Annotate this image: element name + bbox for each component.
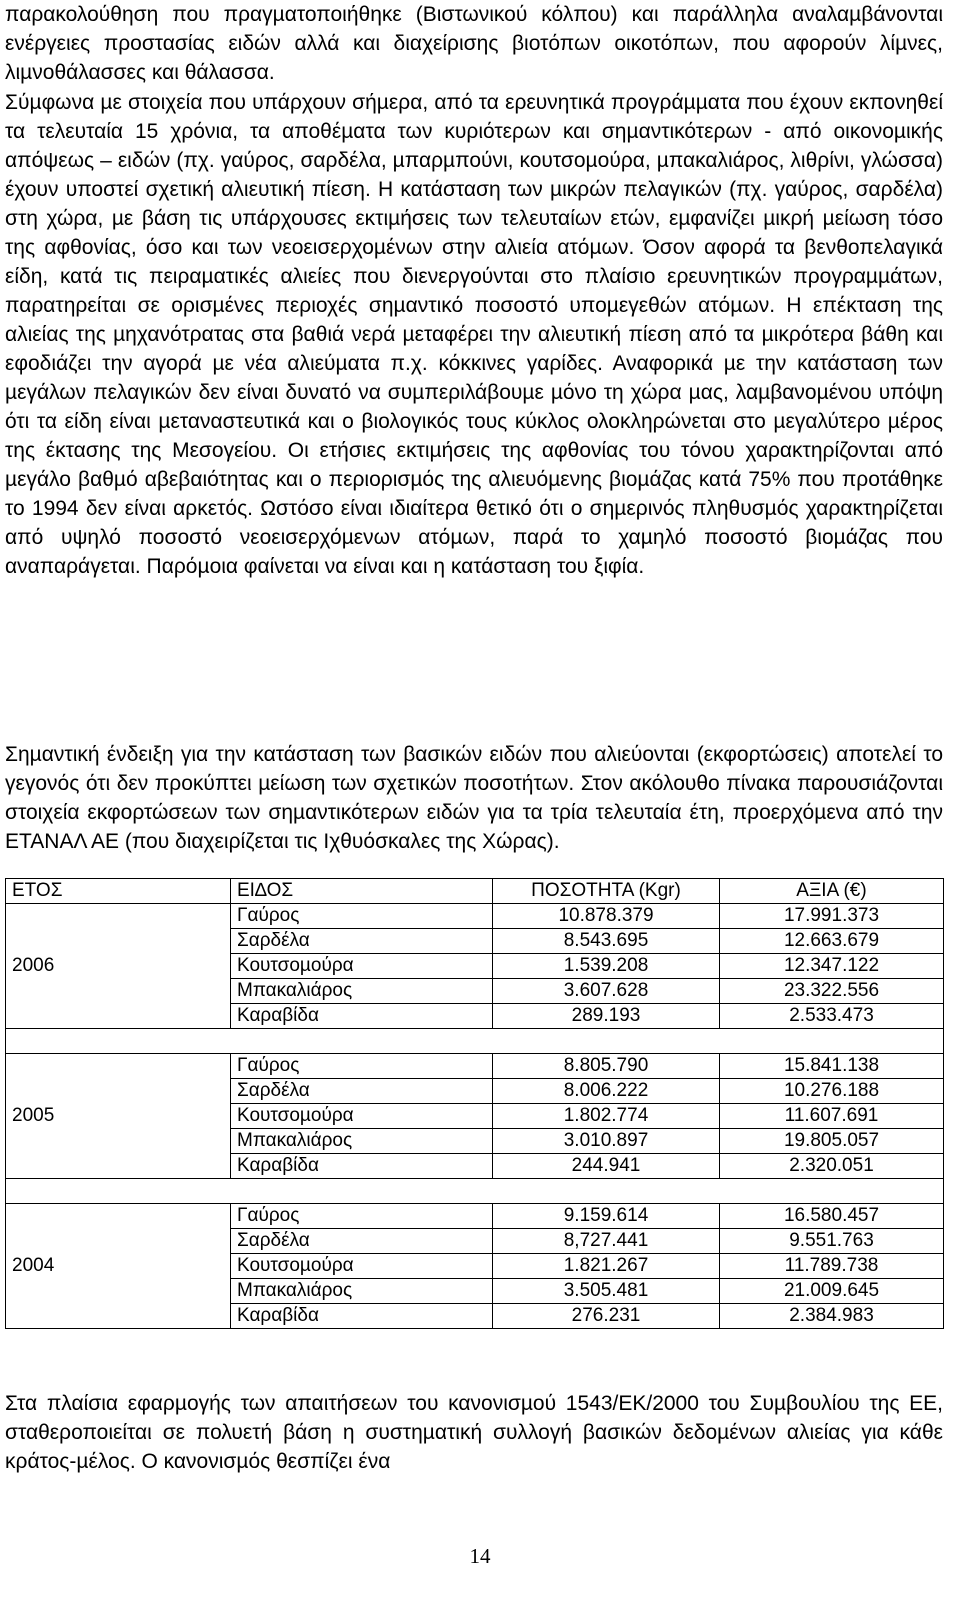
value-cell: 23.322.556 [720,979,944,1004]
table-spacer-row [6,1029,944,1054]
value-cell: 2.533.473 [720,1004,944,1029]
paragraph-landings: Σηµαντική ένδειξη για την κατάσταση των βασικών ειδών που αλιεύονται (εκφορτώσεις) αποτελεί το γεγονός ότι δεν προκύπτει µείωση των σχετικών ποσοτήτων. Στον ακόλουθο πίνακα παρουσιάζονται στοιχεία εκφορτώσεων των σηµαντικότερων ειδών για τα τρία τελευταία έτη, προερχόµενα από την ΕΤΑΝΑΛ ΑΕ (που διαχειρίζεται τις Ιχθυόσκαλες της Χώρας). [5,743,943,853]
value-cell: 15.841.138 [720,1054,944,1079]
quantity-cell: 1.821.267 [493,1254,720,1279]
value-cell: 9.551.763 [720,1229,944,1254]
species-cell: Σαρδέλα [231,929,493,954]
value-cell: 2.384.983 [720,1304,944,1329]
value-cell: 21.009.645 [720,1279,944,1304]
table-row [6,1054,944,1079]
species-cell: Σαρδέλα [231,1229,493,1254]
quantity-cell: 276.231 [493,1304,720,1329]
species-cell: Γαύρος [231,1054,493,1079]
species-cell: Γαύρος [231,904,493,929]
year-cell: 2006 [6,904,231,1029]
value-cell: 19.805.057 [720,1129,944,1154]
value-cell: 11.789.738 [720,1254,944,1279]
paragraph-intro: παρακολούθηση που πραγµατοποιήθηκε (Βιστωνικού κόλπου) και παράλληλα αναλαµβάνονται ενέργειες προστασίας ειδών αλλά και διαχείρισης βιοτόπων οικοτόπων, που αφορούν λίµνες, λιµνοθάλασσες και θάλασσα. [5,3,943,84]
species-cell: Καραβίδα [231,1304,493,1329]
year-cell: 2004 [6,1204,231,1329]
value-cell: 16.580.457 [720,1204,944,1229]
quantity-cell: 289.193 [493,1004,720,1029]
quantity-cell: 244.941 [493,1154,720,1179]
header-value: ΑΞΙΑ (€) [720,879,944,904]
quantity-cell: 1.539.208 [493,954,720,979]
table-spacer-row [6,1179,944,1204]
paragraph-regulation: Στα πλαίσια εφαρµογής των απαιτήσεων του κανονισµού 1543/ΕΚ/2000 του Συµβουλίου της ΕΕ, σταθεροποιείται σε πολυετή βάση η συστηµατική συλλογή βασικών δεδοµένων αλιείας για κάθε κράτος-µέλος. Ο κανονισµός θεσπίζει ένα [5,1392,943,1473]
value-cell: 12.347.122 [720,954,944,979]
species-cell: Μπακαλιάρος [231,1279,493,1304]
quantity-cell: 8,727.441 [493,1229,720,1254]
table-row [6,1204,944,1229]
value-cell: 2.320.051 [720,1154,944,1179]
value-cell: 11.607.691 [720,1104,944,1129]
quantity-cell: 8.006.222 [493,1079,720,1104]
value-cell: 12.663.679 [720,929,944,954]
quantity-cell: 3.505.481 [493,1279,720,1304]
year-cell: 2005 [6,1054,231,1179]
quantity-cell: 1.802.774 [493,1104,720,1129]
species-cell: Κουτσοµούρα [231,954,493,979]
species-cell: Σαρδέλα [231,1079,493,1104]
value-cell: 10.276.188 [720,1079,944,1104]
table-row [6,904,944,929]
species-cell: Καραβίδα [231,1154,493,1179]
quantity-cell: 8.543.695 [493,929,720,954]
landings-table [5,878,944,1329]
header-quantity: ΠΟΣΟΤΗΤΑ (Kgr) [493,879,720,904]
page-number: 14 [469,1544,491,1568]
species-cell: Γαύρος [231,1204,493,1229]
quantity-cell: 3.607.628 [493,979,720,1004]
species-cell: Κουτσοµούρα [231,1254,493,1279]
value-cell: 17.991.373 [720,904,944,929]
species-cell: Κουτσοµούρα [231,1104,493,1129]
table-header-row [6,879,944,904]
header-species: ΕΙ∆ΟΣ [231,879,493,904]
quantity-cell: 8.805.790 [493,1054,720,1079]
species-cell: Μπακαλιάρος [231,1129,493,1154]
quantity-cell: 3.010.897 [493,1129,720,1154]
species-cell: Καραβίδα [231,1004,493,1029]
header-year: ΕΤΟΣ [6,879,231,904]
quantity-cell: 9.159.614 [493,1204,720,1229]
quantity-cell: 10.878.379 [493,904,720,929]
paragraph-fish-stocks: Σύµφωνα µε στοιχεία που υπάρχουν σήµερα, από τα ερευνητικά προγράµµατα που έχουν εκπονηθεί τα τελευταία 15 χρόνια, τα αποθέµατα των κυριότερων και σηµαντικότερων - από οικονοµικής απόψεως – ειδών (πχ. γαύρος, σαρδέλα, µπαρµπούνι, κουτσοµούρα, µπακαλιάρος, λιθρίνι, γλώσσα) έχουν υποστεί σχετική αλιευτική πίεση. Η κατάσταση των µικρών πελαγικών (πχ. γαύρος, σαρδέλα) στη χώρα, µε βάση τις υπάρχουσες εκτιµήσεις των τελευταίων ετών, εµφανίζει µικρή µείωση τόσο της αφθονίας, όσο και των νεοεισερχοµένων στην αλιεία ατόµων. Όσον αφορά τα βενθοπελαγικά είδη, κατά τις πειραµατικές αλιείες που διενεργούνται στο πλαίσιο ερευνητικών προγραµµάτων, παρατηρείται σε ορισµένες περιοχές σηµαντικό ποσοστό υποµεγεθών ατόµων. Η επέκταση της αλιείας της µηχανότρατας στα βαθιά νερά µεταφέρει την αλιευτική πίεση από τα µικρότερα βάθη και εφοδιάζει την αγορά µε νέα αλιεύµατα π.χ. κόκκινες γαρίδες. Αναφορικά µε την κατάσταση των µεγάλων πελαγικών δεν είναι δυνατό να συµπεριλάβουµε µόνο τη χώρα µας, λαµβανοµένου υπόψη ότι τα είδη είναι µεταναστευτικά και ο βιολογικός τους κύκλος ολοκληρώνεται στο µεγαλύτερο µέρος της έκτασης της Μεσογείου. Οι ετήσιες εκτιµήσεις της αφθονίας του τόνου χαρακτηρίζονται από µεγάλο βαθµό αβεβαιότητας και ο περιορισµός της αλιευόµενης βιοµάζας κατά 75% που προτάθηκε το 1994 δεν είναι αρκετός. Ωστόσο είναι ιδιαίτερα θετικό ότι ο σηµερινός πληθυσµός χαρακτηρίζεται από υψηλό ποσοστό νεοεισερχόµενων ατόµων, παρά το χαµηλό ποσοστό βιοµάζας που αναπαράγεται. Παρόµοια φαίνεται να είναι και η κατάσταση του ξιφία. [5,91,943,578]
species-cell: Μπακαλιάρος [231,979,493,1004]
